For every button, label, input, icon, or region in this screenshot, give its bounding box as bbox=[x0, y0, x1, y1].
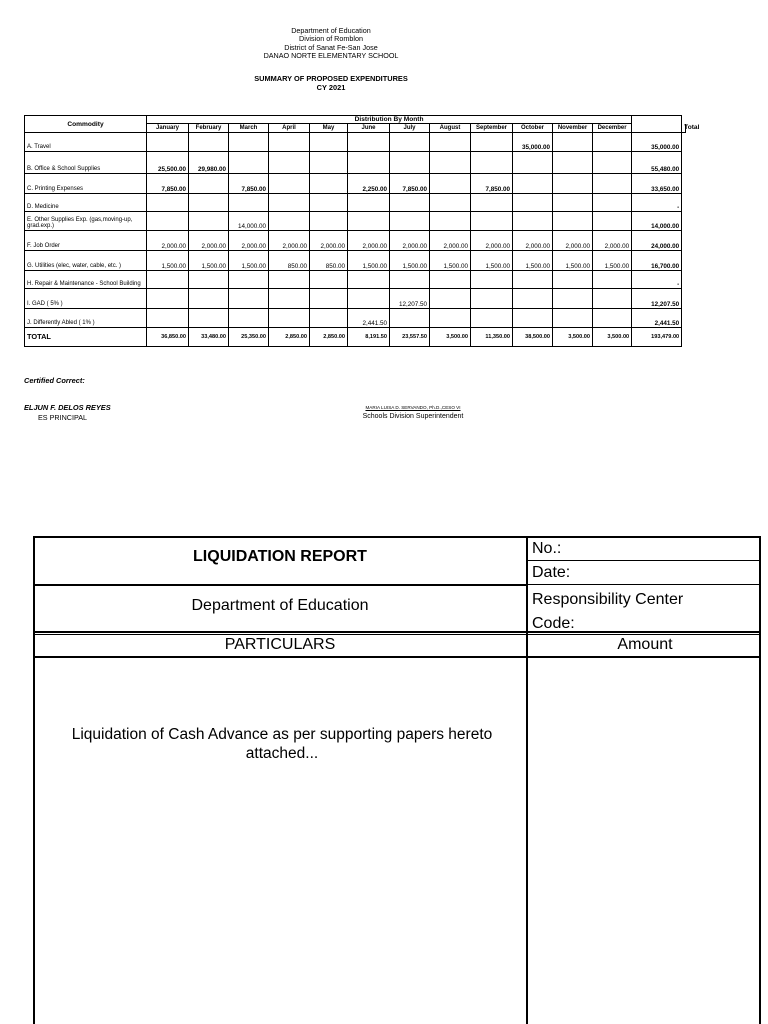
month-total: 2,850.00 bbox=[269, 328, 310, 347]
month-value bbox=[310, 133, 348, 152]
month-value bbox=[513, 212, 553, 231]
month-value bbox=[348, 212, 390, 231]
month-value bbox=[513, 194, 553, 212]
school-header bbox=[0, 27, 662, 60]
month-value bbox=[229, 152, 269, 174]
month-value: 2,000.00 bbox=[189, 231, 229, 251]
table-row bbox=[25, 309, 686, 328]
month-value bbox=[513, 174, 553, 194]
table-row bbox=[25, 194, 686, 212]
month-value bbox=[269, 309, 310, 328]
row-divider bbox=[527, 560, 761, 561]
month-value bbox=[471, 194, 513, 212]
month-value: 2,000.00 bbox=[553, 231, 593, 251]
month-value: 12,207.50 bbox=[390, 289, 430, 309]
table-row bbox=[25, 133, 686, 152]
summary-title-block bbox=[0, 75, 662, 92]
month-value bbox=[471, 289, 513, 309]
month-value bbox=[269, 212, 310, 231]
month-value bbox=[229, 309, 269, 328]
month-value bbox=[147, 289, 189, 309]
month-value bbox=[269, 174, 310, 194]
month-value bbox=[310, 289, 348, 309]
month-header: January bbox=[147, 124, 189, 133]
month-value bbox=[553, 194, 593, 212]
commodity-label: F. Job Order bbox=[25, 231, 147, 251]
month-value bbox=[269, 133, 310, 152]
month-value bbox=[348, 289, 390, 309]
month-value: 2,000.00 bbox=[310, 231, 348, 251]
month-value: 14,000.00 bbox=[229, 212, 269, 231]
commodity-label: I. GAD ( 5% ) bbox=[25, 289, 147, 309]
month-total: 23,557.50 bbox=[390, 328, 430, 347]
table-row bbox=[25, 174, 686, 194]
month-value bbox=[269, 289, 310, 309]
month-value bbox=[310, 194, 348, 212]
row-divider bbox=[527, 584, 761, 585]
row-total: 24,000.00 bbox=[632, 231, 682, 251]
month-value bbox=[189, 212, 229, 231]
month-value bbox=[513, 152, 553, 174]
month-value bbox=[348, 152, 390, 174]
number-field-label: No.: bbox=[532, 540, 562, 557]
month-value: 1,500.00 bbox=[147, 251, 189, 271]
month-value bbox=[471, 212, 513, 231]
month-header: October bbox=[513, 124, 553, 133]
month-total: 11,350.00 bbox=[471, 328, 513, 347]
month-value bbox=[310, 152, 348, 174]
month-value bbox=[229, 271, 269, 289]
month-value bbox=[553, 271, 593, 289]
month-value bbox=[189, 174, 229, 194]
total-label: TOTAL bbox=[25, 328, 147, 347]
month-value bbox=[147, 194, 189, 212]
month-value bbox=[553, 133, 593, 152]
month-value bbox=[471, 133, 513, 152]
row-total: 14,000.00 bbox=[632, 212, 682, 231]
commodity-label: C. Printing Expenses bbox=[25, 174, 147, 194]
month-value bbox=[513, 289, 553, 309]
department-label: Department of Education bbox=[191, 597, 369, 614]
commodity-label: J. Differently Abled ( 1% ) bbox=[25, 309, 147, 328]
month-value: 2,000.00 bbox=[593, 231, 632, 251]
month-value bbox=[553, 212, 593, 231]
table-row bbox=[25, 289, 686, 309]
principal-title: ES PRINCIPAL bbox=[38, 413, 87, 422]
summary-year: CY 2021 bbox=[316, 82, 346, 92]
month-header: August bbox=[430, 124, 471, 133]
month-value bbox=[348, 194, 390, 212]
month-value: 1,500.00 bbox=[430, 251, 471, 271]
month-value: 1,500.00 bbox=[513, 251, 553, 271]
month-total: 3,500.00 bbox=[430, 328, 471, 347]
month-value bbox=[269, 152, 310, 174]
month-value: 2,000.00 bbox=[471, 231, 513, 251]
header-division: Division of Romblon bbox=[299, 34, 363, 44]
superintendent-name: MARIA LUISA D. SERVANDO, Ph.D.,CESO VI bbox=[365, 405, 461, 410]
month-value bbox=[189, 289, 229, 309]
month-value bbox=[310, 174, 348, 194]
row-total: 35,000.00 bbox=[632, 133, 682, 152]
month-header: April bbox=[269, 124, 310, 133]
certified-correct: Certified Correct: bbox=[24, 376, 85, 385]
month-value: 1,500.00 bbox=[471, 251, 513, 271]
row-total: - bbox=[632, 194, 682, 212]
month-total: 25,350.00 bbox=[229, 328, 269, 347]
month-value bbox=[390, 212, 430, 231]
month-value bbox=[593, 174, 632, 194]
liquidation-report-form bbox=[33, 536, 761, 1024]
month-value: 1,500.00 bbox=[189, 251, 229, 271]
commodity-label: E. Other Supplies Exp. (gas,moving-up, grad.exp.) bbox=[25, 212, 147, 231]
month-header: November bbox=[553, 124, 593, 133]
month-value bbox=[390, 271, 430, 289]
commodity-header: Commodity bbox=[25, 116, 147, 133]
month-value: 1,500.00 bbox=[348, 251, 390, 271]
month-value bbox=[593, 194, 632, 212]
month-value bbox=[553, 152, 593, 174]
month-value bbox=[229, 194, 269, 212]
summary-title: SUMMARY OF PROPOSED EXPENDITURES bbox=[254, 74, 408, 83]
month-header: February bbox=[189, 124, 229, 133]
row-total: 2,441.50 bbox=[632, 309, 682, 328]
month-value: 7,850.00 bbox=[229, 174, 269, 194]
date-field-label: Date: bbox=[532, 564, 571, 581]
month-value bbox=[593, 212, 632, 231]
particulars-header: PARTICULARS bbox=[224, 636, 336, 653]
month-total: 36,850.00 bbox=[147, 328, 189, 347]
distribution-header: Distribution By Month bbox=[147, 116, 632, 124]
month-header: September bbox=[471, 124, 513, 133]
month-value bbox=[229, 133, 269, 152]
month-value bbox=[310, 212, 348, 231]
month-value: 2,000.00 bbox=[348, 231, 390, 251]
month-value: 7,850.00 bbox=[390, 174, 430, 194]
month-value bbox=[147, 133, 189, 152]
month-value: 850.00 bbox=[310, 251, 348, 271]
row-total: - bbox=[632, 271, 682, 289]
month-value bbox=[593, 152, 632, 174]
amount-header: Amount bbox=[617, 636, 673, 653]
table-row bbox=[25, 212, 686, 231]
month-value bbox=[348, 271, 390, 289]
header-department: Department of Education bbox=[291, 26, 371, 35]
month-value bbox=[471, 309, 513, 328]
row-divider bbox=[33, 584, 527, 586]
month-value bbox=[390, 309, 430, 328]
commodity-label: D. Medicine bbox=[25, 194, 147, 212]
month-value bbox=[593, 271, 632, 289]
month-value bbox=[189, 194, 229, 212]
table-row bbox=[25, 271, 686, 289]
month-total: 8,191.50 bbox=[348, 328, 390, 347]
total-row bbox=[25, 328, 686, 347]
month-value bbox=[430, 271, 471, 289]
month-value: 1,500.00 bbox=[593, 251, 632, 271]
month-value: 2,000.00 bbox=[430, 231, 471, 251]
month-value bbox=[147, 212, 189, 231]
particulars-text: Liquidation of Cash Advance as per supporting papers hereto attached... bbox=[71, 726, 493, 762]
commodity-label: A. Travel bbox=[25, 133, 147, 152]
grand-total: 193,479.00 bbox=[632, 328, 682, 347]
month-value: 1,500.00 bbox=[229, 251, 269, 271]
month-value bbox=[189, 309, 229, 328]
table-row bbox=[25, 231, 686, 251]
month-value bbox=[471, 271, 513, 289]
month-value bbox=[147, 309, 189, 328]
month-value: 1,500.00 bbox=[553, 251, 593, 271]
month-value bbox=[390, 152, 430, 174]
month-total: 3,500.00 bbox=[553, 328, 593, 347]
month-value bbox=[348, 133, 390, 152]
month-value bbox=[430, 212, 471, 231]
superintendent-title: Schools Division Superintendent bbox=[362, 413, 464, 420]
month-total: 2,850.00 bbox=[310, 328, 348, 347]
liquidation-title: LIQUIDATION REPORT bbox=[193, 548, 367, 565]
month-value bbox=[390, 194, 430, 212]
rc-line2: Code: bbox=[532, 615, 575, 632]
month-value: 2,250.00 bbox=[348, 174, 390, 194]
month-value bbox=[471, 152, 513, 174]
month-header: May bbox=[310, 124, 348, 133]
month-value: 1,500.00 bbox=[390, 251, 430, 271]
month-header: July bbox=[390, 124, 430, 133]
header-district: District of Sanat Fe-San Jose bbox=[284, 42, 378, 52]
month-value: 2,441.50 bbox=[348, 309, 390, 328]
month-value bbox=[269, 194, 310, 212]
month-value bbox=[189, 271, 229, 289]
month-value bbox=[593, 133, 632, 152]
commodity-label: H. Repair & Maintenance - School Building bbox=[25, 271, 147, 289]
month-value bbox=[269, 271, 310, 289]
commodity-label: B. Office & School Supplies bbox=[25, 152, 147, 174]
month-header: December bbox=[593, 124, 632, 133]
month-value bbox=[229, 289, 269, 309]
month-value bbox=[513, 271, 553, 289]
responsibility-center-label bbox=[532, 588, 683, 636]
month-value bbox=[310, 271, 348, 289]
month-header: March bbox=[229, 124, 269, 133]
month-value bbox=[430, 309, 471, 328]
month-total: 38,500.00 bbox=[513, 328, 553, 347]
month-value bbox=[147, 271, 189, 289]
month-value bbox=[390, 133, 430, 152]
month-value bbox=[553, 174, 593, 194]
month-value: 2,000.00 bbox=[229, 231, 269, 251]
month-value: 2,000.00 bbox=[513, 231, 553, 251]
month-value: 7,850.00 bbox=[471, 174, 513, 194]
month-header: June bbox=[348, 124, 390, 133]
month-value bbox=[553, 309, 593, 328]
month-value bbox=[593, 289, 632, 309]
commodity-label: G. Utilities (elec, water, cable, etc. ) bbox=[25, 251, 147, 271]
principal-name: ELJUN F. DELOS REYES bbox=[24, 403, 111, 412]
month-value: 2,000.00 bbox=[269, 231, 310, 251]
month-value bbox=[430, 133, 471, 152]
month-value bbox=[430, 174, 471, 194]
month-value bbox=[310, 309, 348, 328]
table-row bbox=[25, 251, 686, 271]
month-value bbox=[189, 133, 229, 152]
row-divider bbox=[33, 656, 761, 658]
month-value: 2,000.00 bbox=[390, 231, 430, 251]
rc-line1: Responsibility Center bbox=[532, 591, 684, 608]
month-value bbox=[430, 194, 471, 212]
month-value: 35,000.00 bbox=[513, 133, 553, 152]
month-value bbox=[430, 152, 471, 174]
month-value: 7,850.00 bbox=[147, 174, 189, 194]
expenditure-table bbox=[24, 115, 700, 347]
row-total: 33,650.00 bbox=[632, 174, 682, 194]
month-value bbox=[430, 289, 471, 309]
row-total: 55,480.00 bbox=[632, 152, 682, 174]
header-school: DANAO NORTE ELEMENTARY SCHOOL bbox=[263, 50, 399, 60]
month-value bbox=[553, 289, 593, 309]
month-value: 25,500.00 bbox=[147, 152, 189, 174]
month-value: 29,980.00 bbox=[189, 152, 229, 174]
month-value bbox=[513, 309, 553, 328]
table-row bbox=[25, 152, 686, 174]
month-value: 850.00 bbox=[269, 251, 310, 271]
month-value: 2,000.00 bbox=[147, 231, 189, 251]
row-total: 16,700.00 bbox=[632, 251, 682, 271]
row-total: 12,207.50 bbox=[632, 289, 682, 309]
month-total: 3,500.00 bbox=[593, 328, 632, 347]
month-total: 33,480.00 bbox=[189, 328, 229, 347]
total-header: Total bbox=[682, 124, 686, 133]
month-value bbox=[593, 309, 632, 328]
